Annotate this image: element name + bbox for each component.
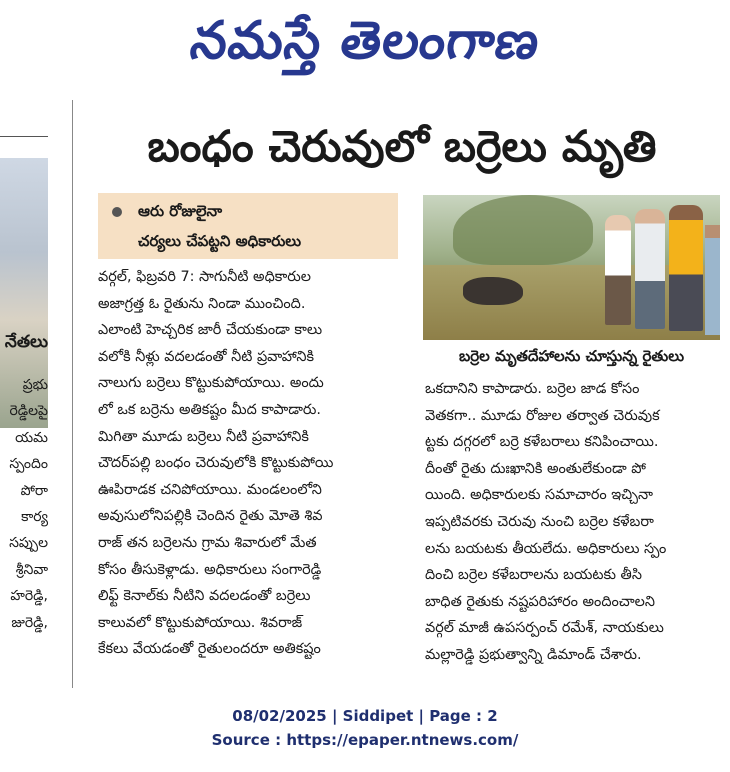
body-line: వర్గల్ మాజీ ఉపసర్పంచ్ రమేశ్, నాయకులు	[425, 620, 664, 637]
photo-farmer-1	[605, 215, 631, 325]
photo-tree	[453, 195, 593, 265]
body-line: మల్లారెడ్డి ప్రభుత్వాన్ని డిమాండ్ చేశారు.	[425, 646, 642, 663]
adjacent-line: జురెడ్డి,	[11, 614, 48, 631]
body-line: కాలువలో కొట్టుకుపోయాయి. శివరాజ్	[98, 614, 303, 631]
subhead-line-1: ఆరు రోజులైనా	[138, 202, 223, 220]
footer-source: Source : https://epaper.ntnews.com/	[211, 731, 519, 749]
adjacent-text-lines	[0, 372, 48, 636]
adjacent-line: హరెడ్డి,	[10, 588, 48, 605]
body-line: అవుసులోనిపల్లికి చెందిన రైతు మోతె శివ	[98, 508, 323, 525]
column-divider	[72, 100, 73, 688]
adjacent-line: కార్య	[21, 509, 48, 526]
adjacent-article-strip	[0, 100, 52, 690]
adjacent-line: పోరా	[20, 482, 48, 499]
masthead	[0, 0, 730, 82]
adjacent-caption-tail: నేతలు	[4, 332, 48, 352]
body-line: రాజ్ తన బర్రెలను గ్రామ శివారులో మేత	[98, 534, 317, 551]
strip-divider	[0, 136, 48, 137]
body-line: దీంతో రైతు దుఃఖానికి అంతులేకుండా పో	[425, 460, 646, 477]
body-line: అజాగ్రత్త ఓ రైతును నిండా ముంచింది.	[98, 295, 306, 312]
body-line: బాధిత రైతుకు నష్టపరిహారం అందించాలని	[425, 593, 655, 610]
photo-caption: బర్రెల మృతదేహాలను చూస్తున్న రైతులు	[458, 347, 685, 365]
body-line: యింది. అధికారులకు సమాచారం ఇచ్చినా	[425, 487, 653, 504]
adjacent-line: స్పందిం	[9, 456, 48, 473]
body-line: దించి బర్రెల కళేబరాలను బయటకు తీసి	[425, 567, 642, 584]
body-line: లో ఒక బర్రెను అతికష్టం మీద కాపాడారు.	[98, 401, 321, 418]
photo-buffalo-carcass	[463, 277, 523, 305]
body-line: చౌదర్‌పల్లి బంధం చెరువులోకి కొట్టుకుపోయి	[98, 455, 334, 472]
footer-date-edition: 08/02/2025 | Siddipet | Page : 2	[232, 707, 498, 725]
body-line: ట్టకు దగ్గరలో బర్రె కళేబరాలు కనిపించాయి.	[425, 434, 659, 451]
adjacent-line: ప్రభు	[22, 377, 48, 393]
photo-farmer-2	[635, 209, 665, 329]
article-photo	[423, 195, 720, 340]
article-body-left-column	[98, 264, 393, 663]
photo-farmer-4	[705, 225, 720, 335]
bullet-icon	[112, 207, 122, 217]
body-line: నాలుగు బర్రెలు కొట్టుకుపోయాయి. అందు	[98, 375, 324, 392]
body-line: లను బయటకు తీయలేదు. అధికారులు స్పం	[425, 540, 667, 557]
adjacent-line: యమ	[15, 429, 48, 446]
body-line: వర్గల్, ఫిబ్రవరి 7: సాగునీటి అధికారుల	[98, 269, 311, 285]
body-line: మిగితా మూడు బర్రెలు నీటి ప్రవాహానికి	[98, 428, 309, 445]
body-line: ఇప్పటివరకు చెరువు నుంచి బర్రెల కళేబరా	[425, 513, 654, 530]
body-line: వెతకగా.. మూడు రోజుల తర్వాత చెరువుక	[425, 407, 660, 424]
body-line: కేకలు వేయడంతో రైతులందరూ అతికష్టం	[98, 641, 321, 658]
body-line: వలోకి నీళ్లు వదలడంతో నీటి ప్రవాహానికి	[98, 348, 314, 365]
body-line: ఒకదానిని కాపాడారు. బర్రెల జాడ కోసం	[425, 381, 640, 397]
subhead-line-2: చర్యలు చేపట్టని అధికారులు	[138, 232, 302, 250]
body-line: కోసం తీసుకెళ్లాడు. అధికారులు సంగారెడ్డి	[98, 561, 322, 578]
body-line: ఎలాంటి హెచ్చరిక జారీ చేయకుండా కాలు	[98, 322, 323, 339]
body-line: లిఫ్ట్ కెనాల్‌కు నీటిని వదలడంతో బర్రెలు	[98, 588, 311, 605]
adjacent-line: సప్పుల	[9, 535, 48, 552]
article-subhead-box	[98, 193, 398, 259]
article-body-right-column	[425, 376, 720, 669]
adjacent-line: రెడ్డిలపై	[9, 403, 48, 420]
photo-farmer-3	[669, 205, 703, 331]
body-line: ఊపిరాడక చనిపోయాయి. మండలంలోని	[98, 481, 322, 498]
masthead-title: నమస్తే తెలంగాణ	[186, 11, 544, 71]
adjacent-line: శ్రీనివా	[15, 561, 48, 578]
article-headline: బంధం చెరువులో బర్రెలు మృతి	[147, 122, 657, 172]
